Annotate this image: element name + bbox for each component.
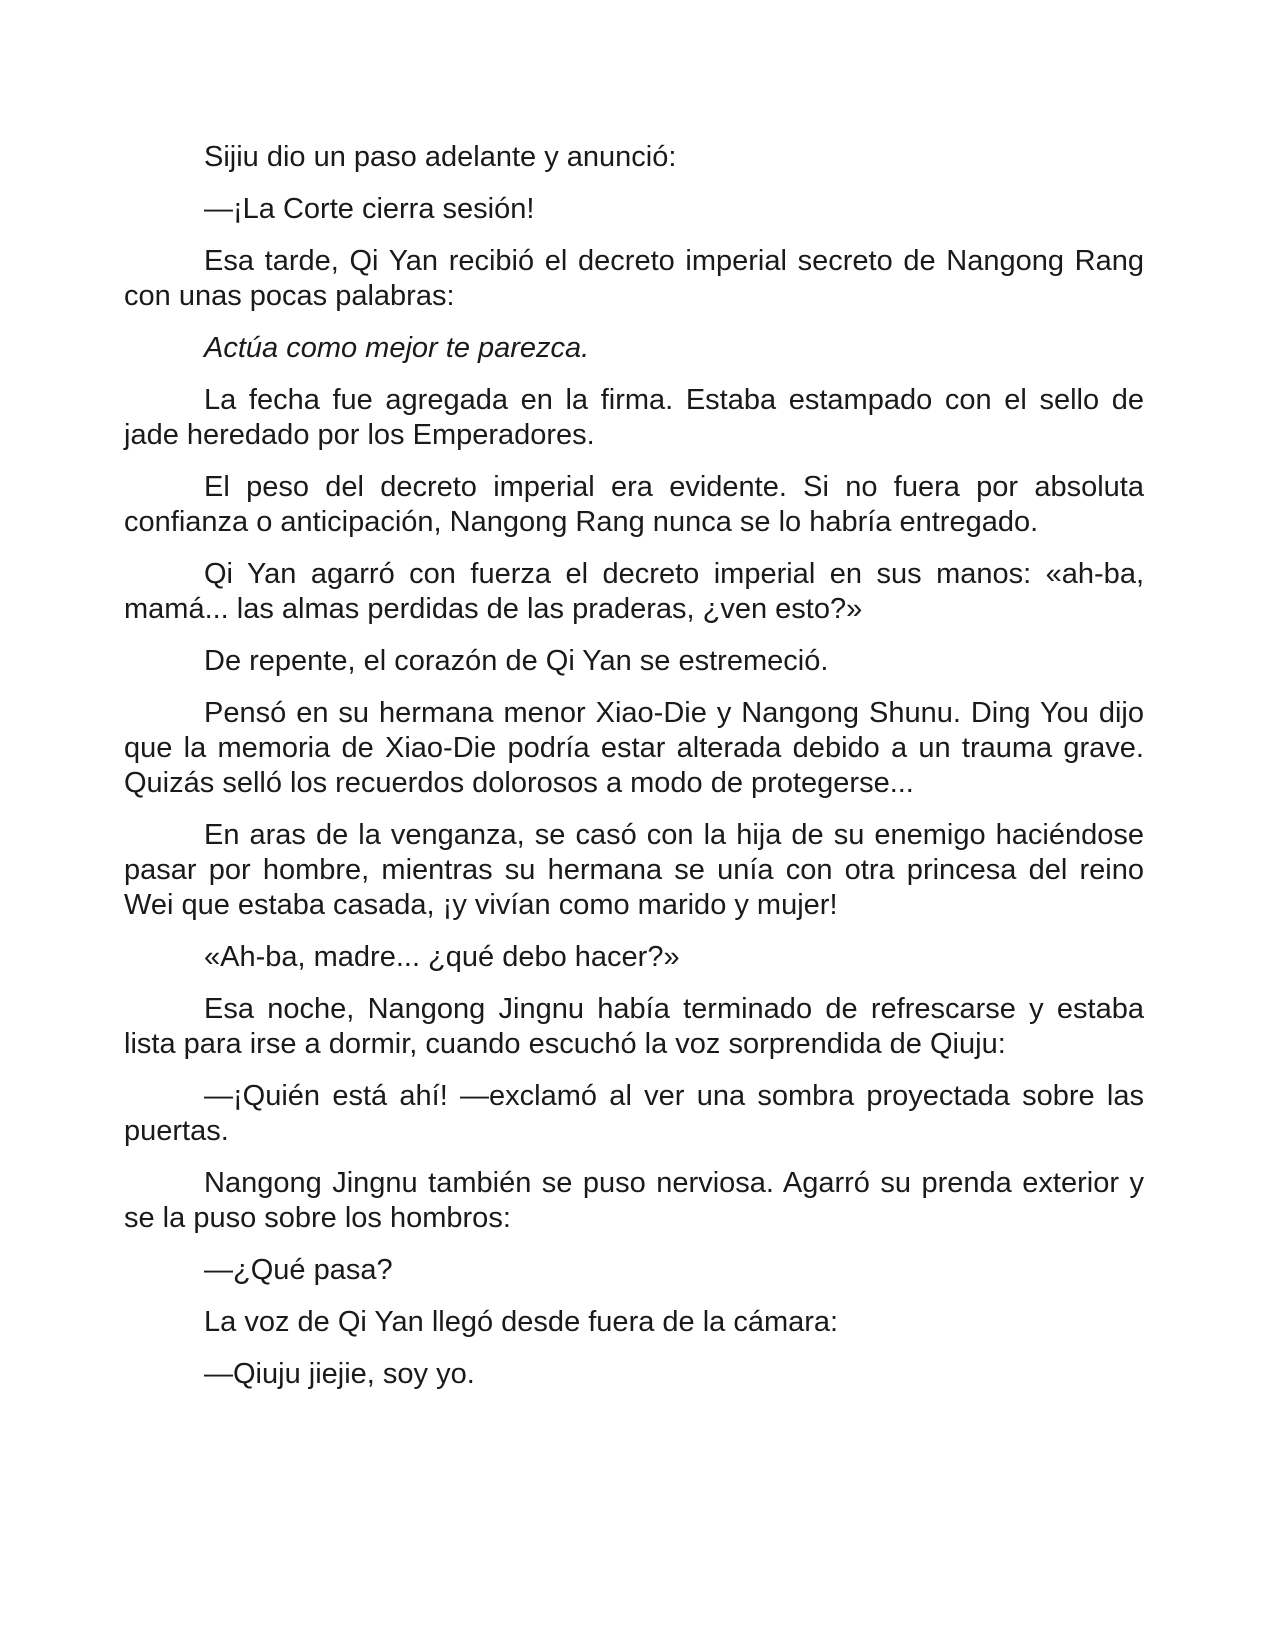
paragraph: Esa tarde, Qi Yan recibió el decreto imperial secreto de Nangong Rang con unas pocas palabras:: [124, 245, 1144, 312]
paragraph: Nangong Jingnu también se puso nerviosa. Agarró su prenda exterior y se la puso sobre los hombros:: [124, 1167, 1144, 1234]
paragraph: Esa noche, Nangong Jingnu había terminado de refrescarse y estaba lista para irse a dormir, cuando escuchó la voz sorprendida de Qiuju:: [124, 993, 1144, 1060]
paragraph: «Ah-ba, madre... ¿qué debo hacer?»: [204, 941, 680, 973]
paragraph: —¿Qué pasa?: [204, 1254, 393, 1286]
paragraph: De repente, el corazón de Qi Yan se estremeció.: [204, 645, 829, 677]
paragraph: La voz de Qi Yan llegó desde fuera de la cámara:: [204, 1306, 839, 1338]
paragraph: Sijiu dio un paso adelante y anunció:: [204, 141, 677, 173]
paragraph: —Qiuju jiejie, soy yo.: [204, 1358, 475, 1390]
paragraph: —¡La Corte cierra sesión!: [204, 193, 535, 225]
document-page: [124, 140, 1144, 1409]
paragraph-italic: Actúa como mejor te parezca.: [204, 332, 590, 364]
paragraph: Pensó en su hermana menor Xiao-Die y Nangong Shunu. Ding You dijo que la memoria de Xiao-Die podría estar alterada debido a un trauma grave. Quizás selló los recuerdos dolorosos a modo de protegerse...: [124, 697, 1144, 799]
paragraph: La fecha fue agregada en la firma. Estaba estampado con el sello de jade heredado por los Emperadores.: [124, 384, 1144, 451]
paragraph: —¡Quién está ahí! —exclamó al ver una sombra proyectada sobre las puertas.: [124, 1080, 1144, 1147]
paragraph: En aras de la venganza, se casó con la hija de su enemigo haciéndose pasar por hombre, mientras su hermana se unía con otra princesa del reino Wei que estaba casada, ¡y vivían como marido y mujer!: [124, 819, 1144, 921]
paragraph: Qi Yan agarró con fuerza el decreto imperial en sus manos: «ah-ba, mamá... las almas perdidas de las praderas, ¿ven esto?»: [124, 558, 1144, 625]
paragraph: El peso del decreto imperial era evidente. Si no fuera por absoluta confianza o anticipación, Nangong Rang nunca se lo habría entregado.: [124, 471, 1144, 538]
